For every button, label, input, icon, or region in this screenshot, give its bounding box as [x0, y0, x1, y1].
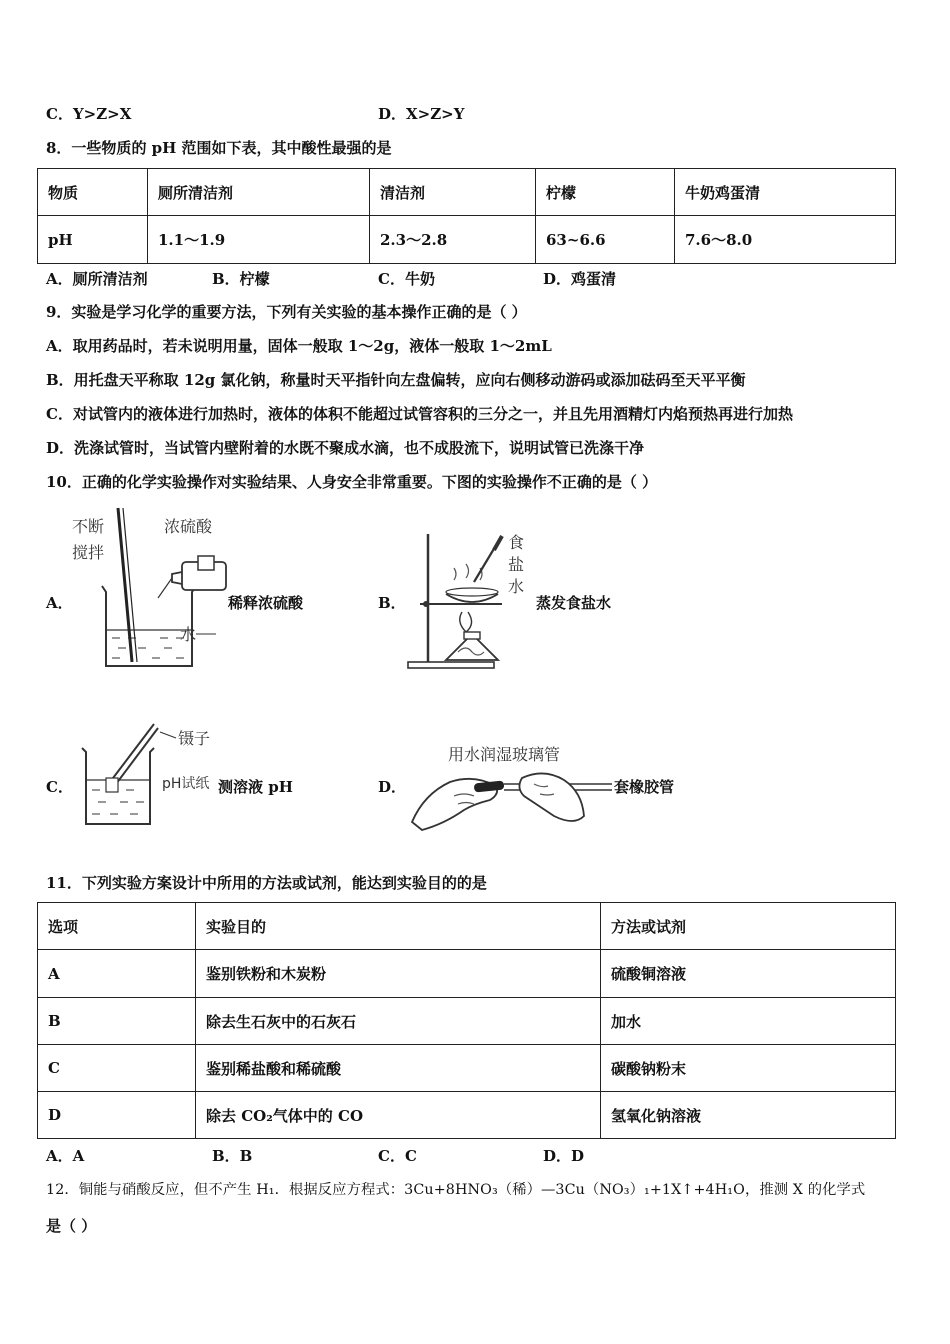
- q8-option-d: D．鸡蛋清: [543, 270, 617, 288]
- q11-cell: 硫酸铜溶液: [601, 950, 896, 998]
- q8-option-b: B．柠檬: [212, 270, 270, 288]
- q10-option-b-letter: B．: [378, 594, 406, 612]
- q11-option-d: D．D: [543, 1147, 585, 1165]
- tweezers-label: 镊子: [178, 729, 211, 748]
- q11-stem: 11．下列实验方案设计中所用的方法或试剂，能达到实验目的的是: [46, 874, 487, 892]
- q11-cell: 氢氧化钠溶液: [601, 1092, 896, 1139]
- q11-cell: B: [38, 998, 196, 1045]
- q11-cell: 除去 CO₂气体中的 CO: [196, 1092, 601, 1139]
- brine-label: 盐: [508, 555, 525, 574]
- q9-option-c: C．对试管内的液体进行加热时，液体的体积不能超过试管容积的三分之一，并且先用酒精灯内焰预热再进行加热: [46, 405, 793, 423]
- q11-option-a: A．A: [46, 1147, 85, 1165]
- q8-value-cell: 1.1～1.9: [148, 216, 370, 264]
- q8-ph-table: [37, 168, 896, 264]
- q8-option-a: A．厕所清洁剂: [46, 270, 148, 288]
- q8-option-c: C．牛奶: [378, 270, 435, 288]
- q11-option-b: B．B: [212, 1147, 253, 1165]
- ph-paper-label: pH试纸: [162, 776, 210, 792]
- test-ph-figure: [76, 718, 226, 830]
- q9-option-b: B．用托盘天平称取 12g 氯化钠，称量时天平指针向左盘偏转，应向右侧移动游码或添加砝码至天平平衡: [46, 371, 746, 389]
- q10-option-a-letter: A．: [46, 594, 73, 612]
- q11-cell: 碳酸钠粉末: [601, 1045, 896, 1092]
- q9-option-d: D．洗涤试管时，当试管内壁附着的水既不聚成水滴，也不成股流下，说明试管已洗涤干净: [46, 439, 645, 457]
- q10-option-a-caption: 稀释浓硫酸: [228, 594, 304, 612]
- q11-header-cell: 实验目的: [196, 903, 601, 950]
- dilute-acid-figure: [68, 502, 233, 674]
- q11-experiment-table: [37, 902, 896, 1139]
- rubber-tube-figure: [404, 738, 614, 834]
- q8-header-cell: 柠檬: [536, 169, 675, 216]
- table-row: [38, 998, 896, 1045]
- q11-header-cell: 方法或试剂: [601, 903, 896, 950]
- q11-option-c: C．C: [378, 1147, 417, 1165]
- q10-option-b-caption: 蒸发食盐水: [536, 594, 612, 612]
- q11-header-cell: 选项: [38, 903, 196, 950]
- q8-header-cell: 厕所清洁剂: [148, 169, 370, 216]
- q12-stem-line1: 12．铜能与硝酸反应，但不产生 H₁．根据反应方程式：3Cu+8HNO₃（稀）—3Cu（NO₃）₁+1X↑+4H₁O，推测 X 的化学式: [46, 1182, 866, 1198]
- water-label: 水: [180, 625, 197, 644]
- table-row: [38, 1045, 896, 1092]
- q10-option-d-letter: D．: [378, 778, 407, 796]
- q11-cell: 加水: [601, 998, 896, 1045]
- q12-stem-line2: 是（ ）: [46, 1217, 97, 1235]
- evaporate-brine-figure: [402, 528, 532, 674]
- q11-cell: 鉴别铁粉和木炭粉: [196, 950, 601, 998]
- brine-label: 食: [508, 533, 525, 552]
- conc-acid-label: 浓硫酸: [164, 517, 213, 536]
- q8-value-cell: pH: [38, 216, 148, 264]
- brine-label: 水: [508, 577, 525, 596]
- table-row: [38, 950, 896, 998]
- q11-cell: D: [38, 1092, 196, 1139]
- q11-cell: C: [38, 1045, 196, 1092]
- q8-header-cell: 牛奶鸡蛋清: [675, 169, 896, 216]
- q10-stem: 10．正确的化学实验操作对实验结果、人身安全非常重要。下图的实验操作不正确的是（ ）: [46, 473, 658, 491]
- q8-header-cell: 清洁剂: [370, 169, 536, 216]
- q8-value-cell: 7.6～8.0: [675, 216, 896, 264]
- q8-header-cell: 物质: [38, 169, 148, 216]
- q10-option-c-letter: C．: [46, 778, 73, 796]
- q11-cell: 除去生石灰中的石灰石: [196, 998, 601, 1045]
- q8-stem: 8．一些物质的 pH 范围如下表，其中酸性最强的是: [46, 139, 392, 157]
- q10-option-d-caption: 套橡胶管: [614, 778, 675, 796]
- q8-value-cell: 2.3～2.8: [370, 216, 536, 264]
- q8-value-cell: 63~6.6: [536, 216, 675, 264]
- q9-option-a: A．取用药品时，若未说明用量，固体一般取 1～2g，液体一般取 1～2mL: [46, 337, 552, 355]
- q7-option-d: D．X>Z>Y: [378, 105, 465, 123]
- q11-cell: A: [38, 950, 196, 998]
- table-row: [38, 1092, 896, 1139]
- q7-option-c: C．Y>Z>X: [46, 105, 132, 123]
- stir-label: 不断: [72, 517, 105, 536]
- q9-stem: 9．实验是学习化学的重要方法，下列有关实验的基本操作正确的是（ ）: [46, 303, 527, 321]
- q11-cell: 鉴别稀盐酸和稀硫酸: [196, 1045, 601, 1092]
- stir-label: 搅拌: [72, 543, 105, 562]
- q10-option-c-caption: 测溶液 pH: [218, 778, 293, 796]
- wet-glass-tube-label: 用水润湿玻璃管: [448, 745, 561, 764]
